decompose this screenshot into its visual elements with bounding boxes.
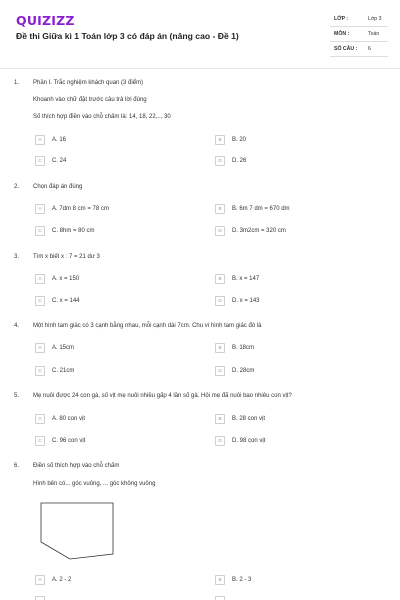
option-text: D. 26	[232, 157, 247, 164]
option-badge: D	[215, 156, 225, 166]
option-text: A. x = 150	[52, 275, 80, 282]
option-badge: A	[35, 274, 45, 284]
option-badge: D	[215, 226, 225, 236]
option-badge: C	[35, 226, 45, 236]
class-value: Lớp 3	[368, 16, 382, 22]
question-text: Một hình tam giác có 3 cạnh bằng nhau, mỗi cạnh dài 7cm. Chu vi hình tam giác đó là	[33, 323, 262, 329]
option-text: A. 7dm 8 cm = 78 cm	[52, 205, 109, 212]
option-text: C. 21cm	[52, 367, 75, 374]
option-badge: D	[215, 296, 225, 306]
option-text: B. 6m 7 dm = 670 dm	[232, 205, 290, 212]
question-number: 5.	[14, 393, 20, 399]
option-text: D. x = 143	[232, 297, 260, 304]
option-text: A. 15cm	[52, 344, 75, 351]
option-text: B. 2 - 3	[232, 576, 252, 583]
option-badge-partial	[35, 596, 45, 600]
option-badge: A	[35, 343, 45, 353]
count-label: SỐ CÂU :	[334, 46, 358, 52]
option-text: B. 18cm	[232, 344, 255, 351]
question-text: Mẹ nuôi được 24 con gà, số vịt mẹ nuôi nhiều gấp 4 lần số gà. Hỏi mẹ đã nuôi bao nhiêu con vịt?	[33, 393, 292, 399]
divider	[330, 56, 388, 57]
option-badge: D	[215, 366, 225, 376]
option-badge: B	[215, 575, 225, 585]
question-text: Chọn đáp án đúng	[33, 184, 83, 190]
question-text: Tìm x biết x : 7 = 21 dư 3	[33, 254, 100, 260]
option-badge: A	[35, 135, 45, 145]
question-number: 1.	[14, 80, 20, 86]
option-text: D. 98 con vịt	[232, 437, 266, 444]
question-number: 6.	[14, 463, 20, 469]
question-number: 2.	[14, 184, 20, 190]
option-text: A. 2 - 2	[52, 576, 72, 583]
option-badge: A	[35, 204, 45, 214]
option-text: B. 20	[232, 136, 247, 143]
pentagon-figure	[40, 502, 120, 560]
option-text: D. 28cm	[232, 367, 255, 374]
question-number: 3.	[14, 254, 20, 260]
option-text: C. 8hm = 80 cm	[52, 227, 95, 234]
subject-value: Toán	[368, 31, 380, 37]
option-badge: C	[35, 296, 45, 306]
option-text: D. 3m2cm = 320 cm	[232, 227, 286, 234]
class-label: LỚP :	[334, 16, 349, 22]
option-text: B. x = 147	[232, 275, 260, 282]
divider	[330, 41, 388, 42]
option-badge: A	[35, 575, 45, 585]
count-value: 6	[368, 46, 371, 52]
option-badge: B	[215, 135, 225, 145]
option-text: A. 16	[52, 136, 67, 143]
subject-label: MÔN :	[334, 31, 350, 37]
option-badge: B	[215, 204, 225, 214]
option-badge: B	[215, 274, 225, 284]
question-text: Hình bên có... góc vuông, ... góc không vuông	[33, 481, 156, 487]
option-text: A. 80 con vịt	[52, 415, 86, 422]
option-badge-partial	[215, 596, 225, 600]
option-text: C. 24	[52, 157, 67, 164]
option-badge: B	[215, 343, 225, 353]
quizizz-logo: QUIZIZZ	[16, 13, 75, 28]
header	[0, 0, 400, 68]
question-text: Phần I. Trắc nghiệm khách quan (3 điểm)	[33, 80, 144, 86]
option-badge: A	[35, 414, 45, 424]
question-number: 4.	[14, 323, 20, 329]
question-text: Điền số thích hợp vào chỗ chấm	[33, 463, 120, 469]
question-text: Số thích hợp điền vào chỗ chấm là: 14, 18, 22,.., 30	[33, 114, 171, 120]
option-text: B. 28 con vịt	[232, 415, 266, 422]
option-badge: C	[35, 366, 45, 376]
option-badge: B	[215, 414, 225, 424]
option-badge: D	[215, 436, 225, 446]
option-text: C. 96 con vịt	[52, 437, 86, 444]
option-badge: C	[35, 436, 45, 446]
divider	[330, 26, 388, 27]
option-badge: C	[35, 156, 45, 166]
question-text: Khoanh vào chữ đặt trước câu trả lời đúng	[33, 97, 147, 103]
document-title: Đề thi Giữa kì 1 Toán lớp 3 có đáp án (nâng cao - Đề 1)	[16, 31, 239, 41]
header-divider	[0, 68, 400, 69]
option-text: C. x = 144	[52, 297, 80, 304]
